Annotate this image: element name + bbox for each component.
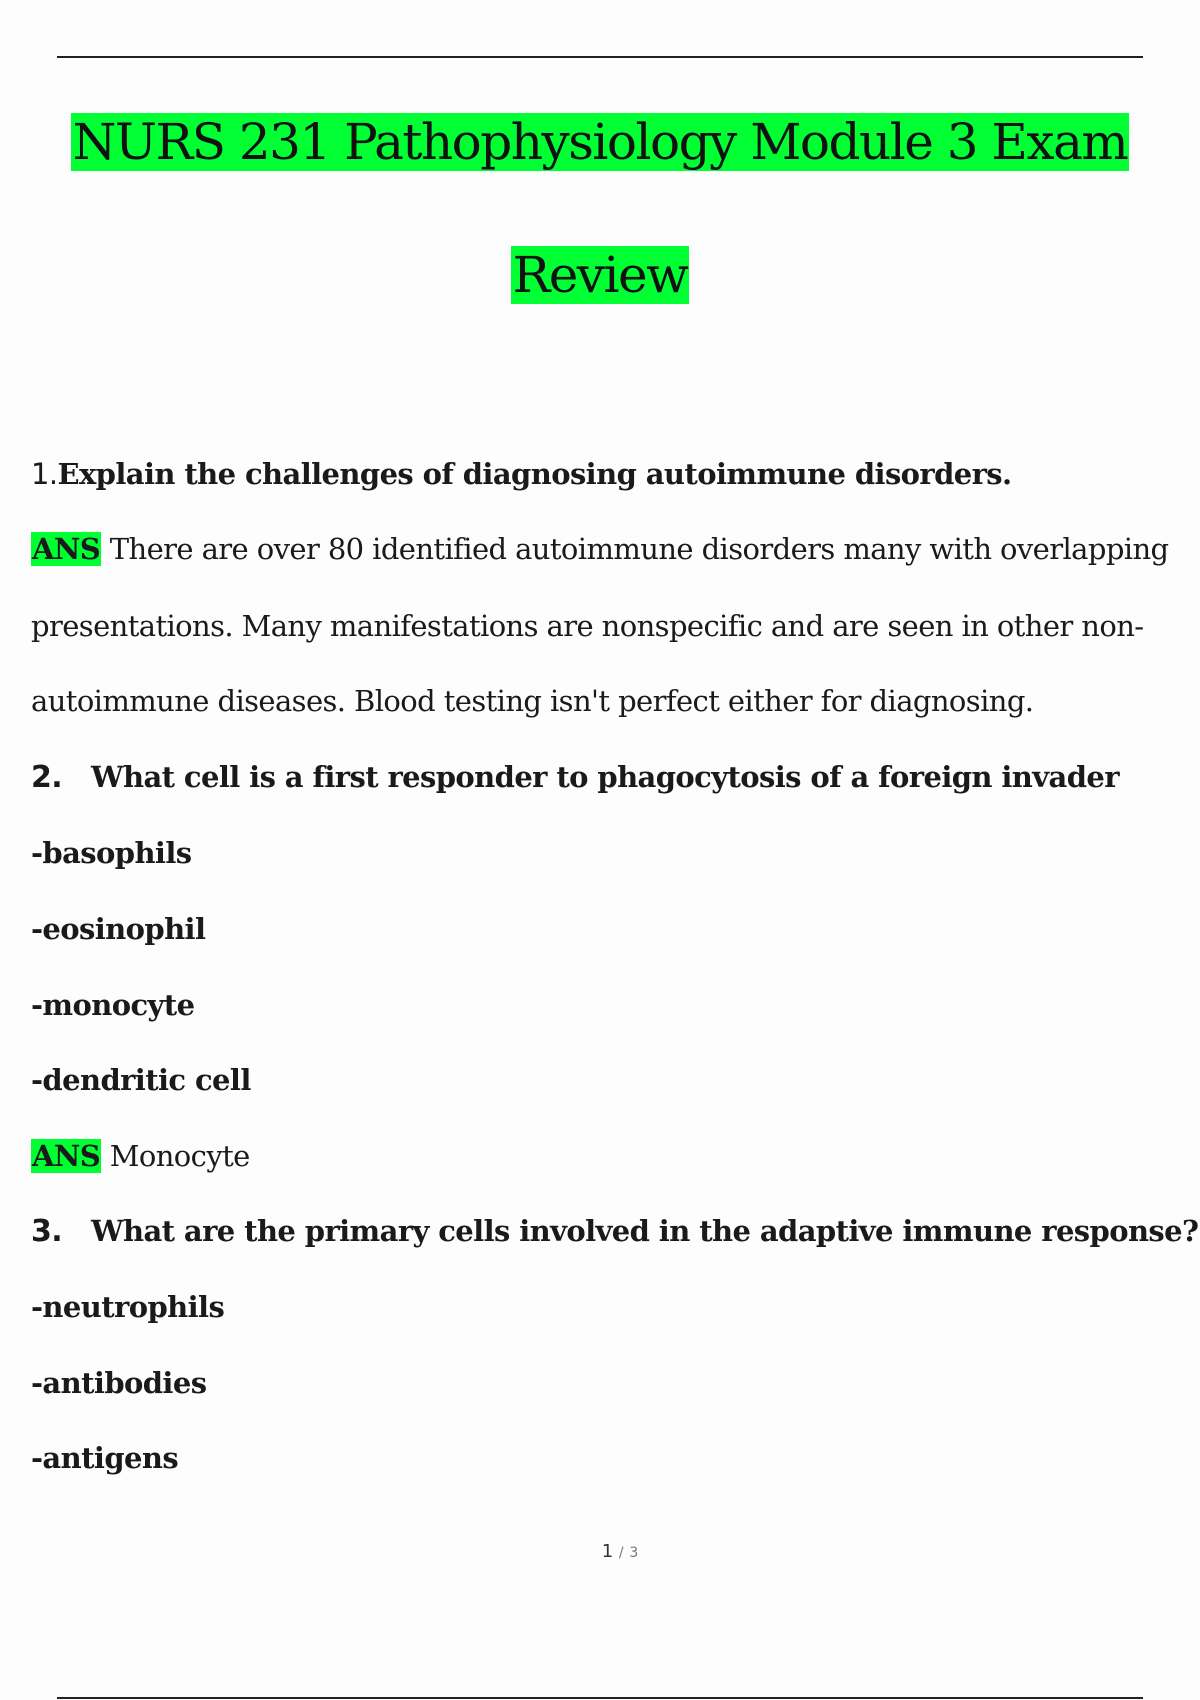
option-basophils: -basophils bbox=[31, 836, 192, 870]
answer-2 bbox=[31, 1136, 250, 1176]
top-rule bbox=[57, 56, 1143, 58]
question-text: Explain the challenges of diagnosing autoimmune disorders. bbox=[57, 457, 1012, 491]
page-indicator bbox=[0, 1541, 1200, 1562]
option-antigens: -antigens bbox=[31, 1441, 179, 1475]
answer-text: autoimmune diseases. Blood testing isn't perfect either for diagnosing. bbox=[31, 684, 1034, 718]
document-title bbox=[0, 110, 1200, 174]
answer-1-line-2 bbox=[31, 606, 1143, 646]
option-neutrophils: -neutrophils bbox=[31, 1290, 225, 1324]
answer-label: ANS bbox=[32, 1139, 101, 1173]
question-3 bbox=[31, 1211, 1198, 1252]
question-1 bbox=[31, 454, 1012, 494]
title-line-2: Review bbox=[512, 246, 688, 304]
page-current: 1 bbox=[601, 1541, 614, 1562]
answer-text: Monocyte bbox=[109, 1139, 250, 1173]
bottom-rule bbox=[57, 1697, 1143, 1699]
question-number: 2. bbox=[31, 760, 63, 795]
page-separator: / bbox=[618, 1545, 624, 1561]
option-dendritic-cell: -dendritic cell bbox=[31, 1063, 251, 1097]
question-text: What cell is a first responder to phagocytosis of a foreign invader bbox=[91, 760, 1119, 794]
answer-text: presentations. Many manifestations are nonspecific and are seen in other non- bbox=[31, 609, 1144, 643]
option-antibodies: -antibodies bbox=[31, 1366, 207, 1400]
document-title-continued bbox=[0, 243, 1200, 307]
question-number: 3. bbox=[31, 1214, 63, 1249]
option-monocyte: -monocyte bbox=[31, 988, 195, 1022]
page-total: 3 bbox=[629, 1545, 639, 1561]
title-line-1: NURS 231 Pathophysiology Module 3 Exam bbox=[72, 113, 1128, 171]
question-text: What are the primary cells involved in the adaptive immune response? bbox=[91, 1214, 1199, 1248]
option-eosinophil: -eosinophil bbox=[31, 912, 206, 946]
answer-1-line-1 bbox=[31, 529, 1169, 569]
question-number: 1. bbox=[31, 457, 58, 491]
answer-1-line-3 bbox=[31, 681, 1033, 721]
question-2 bbox=[31, 757, 1119, 798]
answer-label: ANS bbox=[32, 532, 101, 566]
answer-text: There are over 80 identified autoimmune disorders many with overlapping bbox=[109, 532, 1169, 566]
